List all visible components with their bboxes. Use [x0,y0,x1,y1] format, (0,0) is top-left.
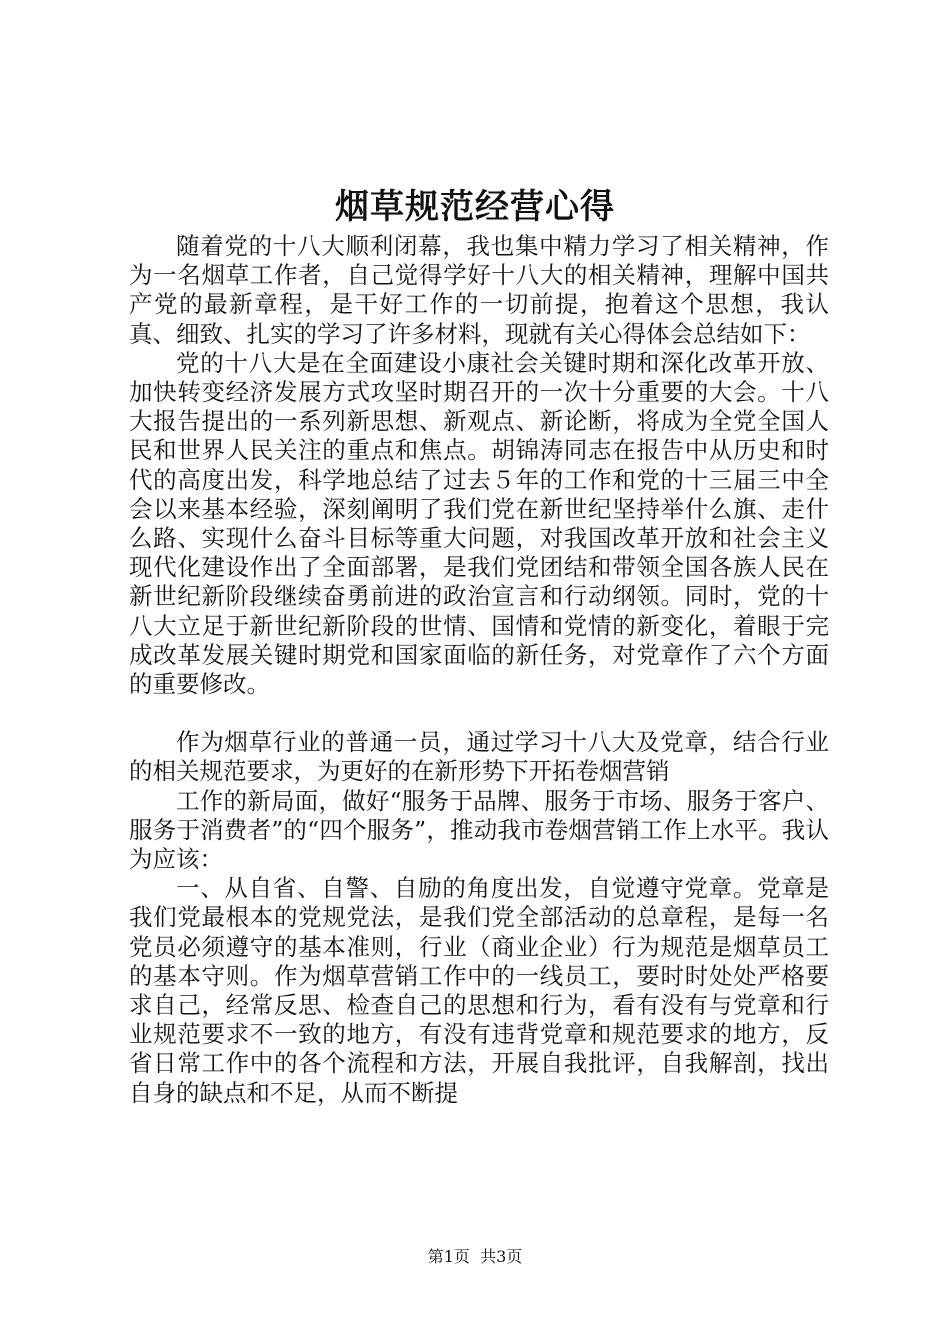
paragraph-industry: 作为烟草行业的普通一员，通过学习十八大及党章，结合行业的相关规范要求，为更好的在新形势下开拓卷烟营销 [129,728,829,786]
page-number: 第1页 [427,1247,470,1266]
page-footer [0,1246,950,1268]
document-title: 烟草规范经营心得 [335,187,615,227]
paragraph-four-services: 工作的新局面，做好“服务于品牌、服务于市场、服务于客户、服务于消费者”的“四个服务”，推动我市卷烟营销工作上水平。我认为应该： [129,786,829,874]
paragraph-congress: 党的十八大是在全面建设小康社会关键时期和深化改革开放、加快转变经济发展方式攻坚时期召开的一次十分重要的大会。十八大报告提出的一系列新思想、新观点、新论断，将成为全党全国人民和世界人民关注的重点和焦点。胡锦涛同志在报告中从历史和时代的高度出发，科学地总结了过去５年的工作和党的十三届三中全会以来基本经验，深刻阐明了我们党在新世纪坚持举什么旗、走什么路、实现什么奋斗目标等重大问题，对我国改革开放和社会主义现代化建设作出了全面部署，是我们党团结和带领全国各族人民在新世纪新阶段继续奋勇前进的政治宣言和行动纲领。同时，党的十八大立足于新世纪新阶段的世情、国情和党情的新变化，着眼于完成改革发展关键时期党和国家面临的新任务，对党章作了六个方面的重要修改。 [129,348,829,699]
document-body [129,232,829,1108]
paragraph-point-one: 一、从自省、自警、自励的角度出发，自觉遵守党章。党章是我们党最根本的党规党法，是我们党全部活动的总章程，是每一名党员必须遵守的基本准则，行业（商业企业）行为规范是烟草员工的基本守则。作为烟草营销工作中的一线员工，要时时处处严格要求自己，经常反思、检查自己的思想和行为，看有没有与党章和行业规范要求不一致的地方，有没有违背党章和规范要求的地方，反省日常工作中的各个流程和方法，开展自我批评，自我解剖，找出自身的缺点和不足，从而不断提 [129,874,829,1107]
paragraph-intro: 随着党的十八大顺利闭幕，我也集中精力学习了相关精神，作为一名烟草工作者，自己觉得学好十八大的相关精神，理解中国共产党的最新章程，是干好工作的一切前提，抱着这个思想，我认真、细致、扎实的学习了许多材料，现就有关心得体会总结如下： [129,232,829,348]
page-total: 共3页 [480,1247,523,1266]
